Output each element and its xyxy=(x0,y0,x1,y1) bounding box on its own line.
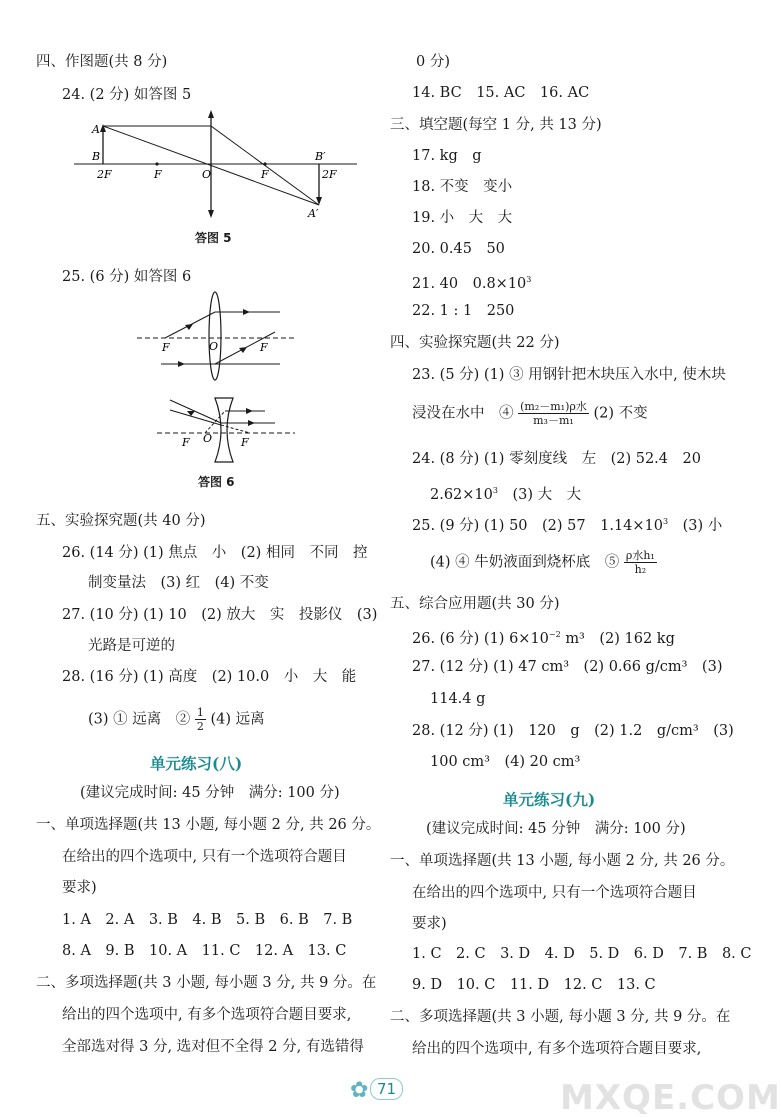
answer-27-line2: 114.4 g xyxy=(430,691,486,707)
answer-25-text: 25. (9 分) (1) 50 (2) 57 1.14×10 xyxy=(412,517,664,534)
answer-24-exp: 3 xyxy=(492,486,498,495)
answer-25-line1 xyxy=(412,513,722,535)
answer-23-line1: 23. (5 分) (1) ③ 用钢针把木块压入水中, 使木块 xyxy=(412,367,726,383)
answer-25-line2-prefix: (4) ④ 牛奶液面到烧杯底 ⑤ xyxy=(430,554,620,571)
answer-21-exp: 3 xyxy=(526,275,532,284)
u8-answers-row2: 8. A 9. B 10. A 11. C 12. A 13. C xyxy=(62,943,347,959)
figure-5-diagram xyxy=(72,108,362,220)
answer-18: 18. 不变 变小 xyxy=(412,179,513,195)
answer-26 xyxy=(412,626,675,648)
fig5-label-2F: 2F xyxy=(97,168,112,181)
r-section-5-title: 五、综合应用题(共 30 分) xyxy=(390,596,560,612)
unit-8-title: 单元练习(八) xyxy=(150,754,243,773)
answer-25-rest: (3) 小 xyxy=(682,517,723,534)
u8-section-2-line2: 给出的四个选项中, 有多个选项符合题目要求, xyxy=(62,1007,352,1023)
answer-25-line2 xyxy=(430,549,657,576)
right-continuation: 0 分) xyxy=(416,54,450,70)
answer-23-num: (m₂－m₁)ρ水 xyxy=(520,400,587,413)
fig6b-label-O: O xyxy=(203,432,213,445)
u8-section-1-line1: 一、单项选择题(共 13 小题, 每小题 2 分, 共 26 分。 xyxy=(36,817,381,833)
answer-23-prefix: 浸没在水中 ④ xyxy=(412,405,514,422)
q28-part4: (4) 远离 xyxy=(210,711,265,728)
u8-section-1-line2: 在给出的四个选项中, 只有一个选项符合题目 xyxy=(62,849,347,865)
fig5-label-A: A xyxy=(92,123,100,136)
answer-25-exp: 3 xyxy=(663,517,669,526)
answer-24-rest: (3) 大 大 xyxy=(512,486,582,503)
unit-8-time: (建议完成时间: 45 分钟 满分: 100 分) xyxy=(80,785,340,801)
answer-19: 19. 小 大 大 xyxy=(412,210,513,226)
answer-23-fraction xyxy=(518,400,589,427)
question-27-line1: 27. (10 分) (1) 10 (2) 放大 实 投影仪 (3) xyxy=(62,607,378,623)
u8-section-2-line3: 全部选对得 3 分, 选对但不全得 2 分, 有选错得 xyxy=(62,1039,364,1055)
figure-6-convex-diagram xyxy=(135,290,300,382)
mc-answers-14-16: 14. BC 15. AC 16. AC xyxy=(412,85,590,101)
fig5-label-F: F xyxy=(154,168,162,181)
answer-25-den: h₂ xyxy=(634,563,647,576)
flower-icon: ✿ xyxy=(350,1078,369,1103)
u8-section-1-line3: 要求) xyxy=(62,880,97,896)
answer-28-line2: 100 cm³ (4) 20 cm³ xyxy=(430,754,581,770)
section-5-title: 五、实验探究题(共 40 分) xyxy=(36,513,206,529)
answer-23-den: m₃－m₁ xyxy=(533,414,574,427)
question-28-line2 xyxy=(88,706,265,733)
answer-21 xyxy=(412,271,531,293)
answer-26-rest: m³ (2) 162 kg xyxy=(565,630,675,647)
figure-6-caption: 答图 6 xyxy=(198,475,235,489)
answer-26-text: 26. (6 分) (1) 6×10 xyxy=(412,630,549,647)
figure-5-caption: 答图 5 xyxy=(195,231,232,245)
answer-25-num: ρ水h₁ xyxy=(625,549,655,562)
answer-21-text: 21. 40 0.8×10 xyxy=(412,275,527,292)
q28-fraction xyxy=(195,706,206,733)
u9-section-1-line2: 在给出的四个选项中, 只有一个选项符合题目 xyxy=(412,885,697,901)
page-number: 71 xyxy=(370,1078,403,1100)
answer-23-line2 xyxy=(412,400,648,427)
fig6-label-F-left: F xyxy=(162,341,170,354)
answer-25-fraction xyxy=(624,549,657,576)
answer-27-line1: 27. (12 分) (1) 47 cm³ (2) 0.66 g/cm³ (3) xyxy=(412,659,723,675)
fig5-label-2F2: 2F xyxy=(322,168,337,181)
u8-section-2-line1: 二、多项选择题(共 3 小题, 每小题 3 分, 共 9 分。在 xyxy=(36,975,377,991)
figure-6-concave-diagram xyxy=(155,395,300,465)
question-26-line1: 26. (14 分) (1) 焦点 小 (2) 相同 不同 控 xyxy=(62,545,368,561)
fig6b-label-F-right: F xyxy=(241,436,249,449)
unit-9-time: (建议完成时间: 45 分钟 满分: 100 分) xyxy=(426,821,686,837)
answer-28-line1: 28. (12 分) (1) 120 g (2) 1.2 g/cm³ (3) xyxy=(412,723,734,739)
question-25: 25. (6 分) 如答图 6 xyxy=(62,269,192,285)
u9-section-2-line1: 二、多项选择题(共 3 小题, 每小题 3 分, 共 9 分。在 xyxy=(390,1009,731,1025)
q28-fraction-num: 1 xyxy=(196,706,204,719)
q28-part3: (3) ① 远离 ② xyxy=(88,711,191,728)
fig5-label-Ap: A′ xyxy=(308,207,319,220)
u9-answers-row1: 1. C 2. C 3. D 4. D 5. D 6. D 7. B 8. C xyxy=(412,946,752,962)
u9-section-2-line2: 给出的四个选项中, 有多个选项符合题目要求, xyxy=(412,1041,702,1057)
answer-24-line1: 24. (8 分) (1) 零刻度线 左 (2) 52.4 20 xyxy=(412,451,701,467)
answer-22: 22. 1 : 1 250 xyxy=(412,303,515,319)
page-number-badge xyxy=(350,1074,406,1104)
fig5-label-F2: F xyxy=(261,168,269,181)
answer-23-suffix: (2) 不变 xyxy=(593,405,648,422)
answer-24-line2 xyxy=(430,482,581,504)
u9-section-1-line1: 一、单项选择题(共 13 小题, 每小题 2 分, 共 26 分。 xyxy=(390,853,735,869)
r-section-4-title: 四、实验探究题(共 22 分) xyxy=(390,335,560,351)
question-27-line2: 光路是可逆的 xyxy=(88,638,175,654)
answer-26-exp: −2 xyxy=(548,630,561,639)
question-24: 24. (2 分) 如答图 5 xyxy=(62,87,192,103)
question-26-line2: 制变量法 (3) 红 (4) 不变 xyxy=(88,575,269,591)
fig5-label-Bp: B′ xyxy=(315,150,326,163)
watermark: MXQE.COM xyxy=(560,1078,781,1118)
fig5-label-O: O xyxy=(202,168,212,181)
fig6-label-F-right: F xyxy=(260,341,268,354)
r-section-3-title: 三、填空题(每空 1 分, 共 13 分) xyxy=(390,117,602,133)
question-28-line1: 28. (16 分) (1) 高度 (2) 10.0 小 大 能 xyxy=(62,669,357,685)
u9-answers-row2: 9. D 10. C 11. D 12. C 13. C xyxy=(412,977,656,993)
q28-fraction-den: 2 xyxy=(196,720,204,733)
unit-9-title: 单元练习(九) xyxy=(503,790,596,809)
fig5-label-B: B xyxy=(92,150,101,163)
answer-20: 20. 0.45 50 xyxy=(412,241,505,257)
fig6-label-O: O xyxy=(209,340,219,353)
answer-17: 17. kg g xyxy=(412,148,482,164)
section-4-title: 四、作图题(共 8 分) xyxy=(36,54,168,70)
fig6b-label-F-left: F xyxy=(182,436,190,449)
answer-24-value: 2.62×10 xyxy=(430,486,493,503)
u9-section-1-line3: 要求) xyxy=(412,916,447,932)
u8-answers-row1: 1. A 2. A 3. B 4. B 5. B 6. B 7. B xyxy=(62,912,353,928)
